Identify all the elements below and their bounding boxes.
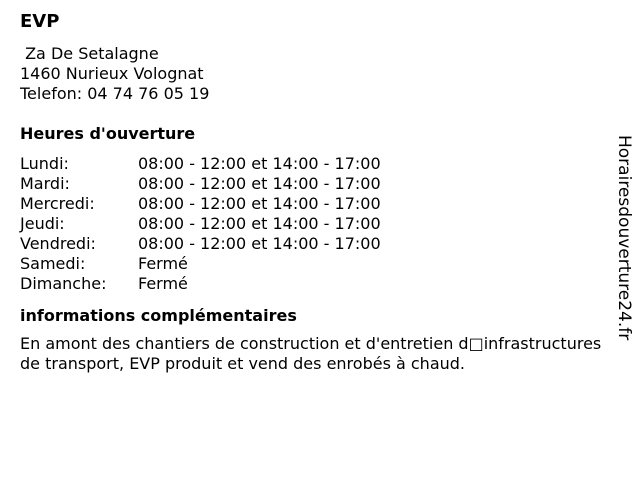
- day-hours: 08:00 - 12:00 et 14:00 - 17:00: [138, 174, 381, 193]
- day-label: Mardi:: [20, 174, 70, 193]
- day-label: Vendredi:: [20, 234, 96, 253]
- day-hours: Fermé: [138, 254, 188, 273]
- hours-row-tuesday: [20, 174, 610, 194]
- hours-row-saturday: [20, 254, 610, 274]
- address-street: Za De Setalagne: [20, 44, 159, 63]
- address-block: [20, 44, 610, 104]
- day-label: Dimanche:: [20, 274, 107, 293]
- additional-info-text: En amont des chantiers de construction et d'entretien d□infrastructures de transport, EVP produit et vend des enrobés à chaud.: [20, 334, 602, 373]
- address-city: 1460 Nurieux Volognat: [20, 64, 204, 83]
- hours-row-monday: [20, 154, 610, 174]
- day-hours: 08:00 - 12:00 et 14:00 - 17:00: [138, 194, 381, 213]
- day-hours: Fermé: [138, 274, 188, 293]
- hours-row-friday: [20, 234, 610, 254]
- site-watermark: Horairesdouverture24.fr: [614, 135, 634, 341]
- hours-row-sunday: [20, 274, 610, 294]
- hours-row-wednesday: [20, 194, 610, 214]
- opening-hours-table: [20, 154, 610, 294]
- day-label: Mercredi:: [20, 194, 95, 213]
- day-label: Jeudi:: [20, 214, 65, 233]
- opening-hours-heading: Heures d'ouverture: [20, 124, 196, 143]
- day-label: Samedi:: [20, 254, 86, 273]
- business-name: EVP: [20, 11, 60, 32]
- day-label: Lundi:: [20, 154, 69, 173]
- phone-number: Telefon: 04 74 76 05 19: [20, 84, 210, 103]
- additional-info-heading: informations complémentaires: [20, 306, 297, 325]
- day-hours: 08:00 - 12:00 et 14:00 - 17:00: [138, 154, 381, 173]
- day-hours: 08:00 - 12:00 et 14:00 - 17:00: [138, 214, 381, 233]
- business-card: [20, 10, 610, 374]
- day-hours: 08:00 - 12:00 et 14:00 - 17:00: [138, 234, 381, 253]
- hours-row-thursday: [20, 214, 610, 234]
